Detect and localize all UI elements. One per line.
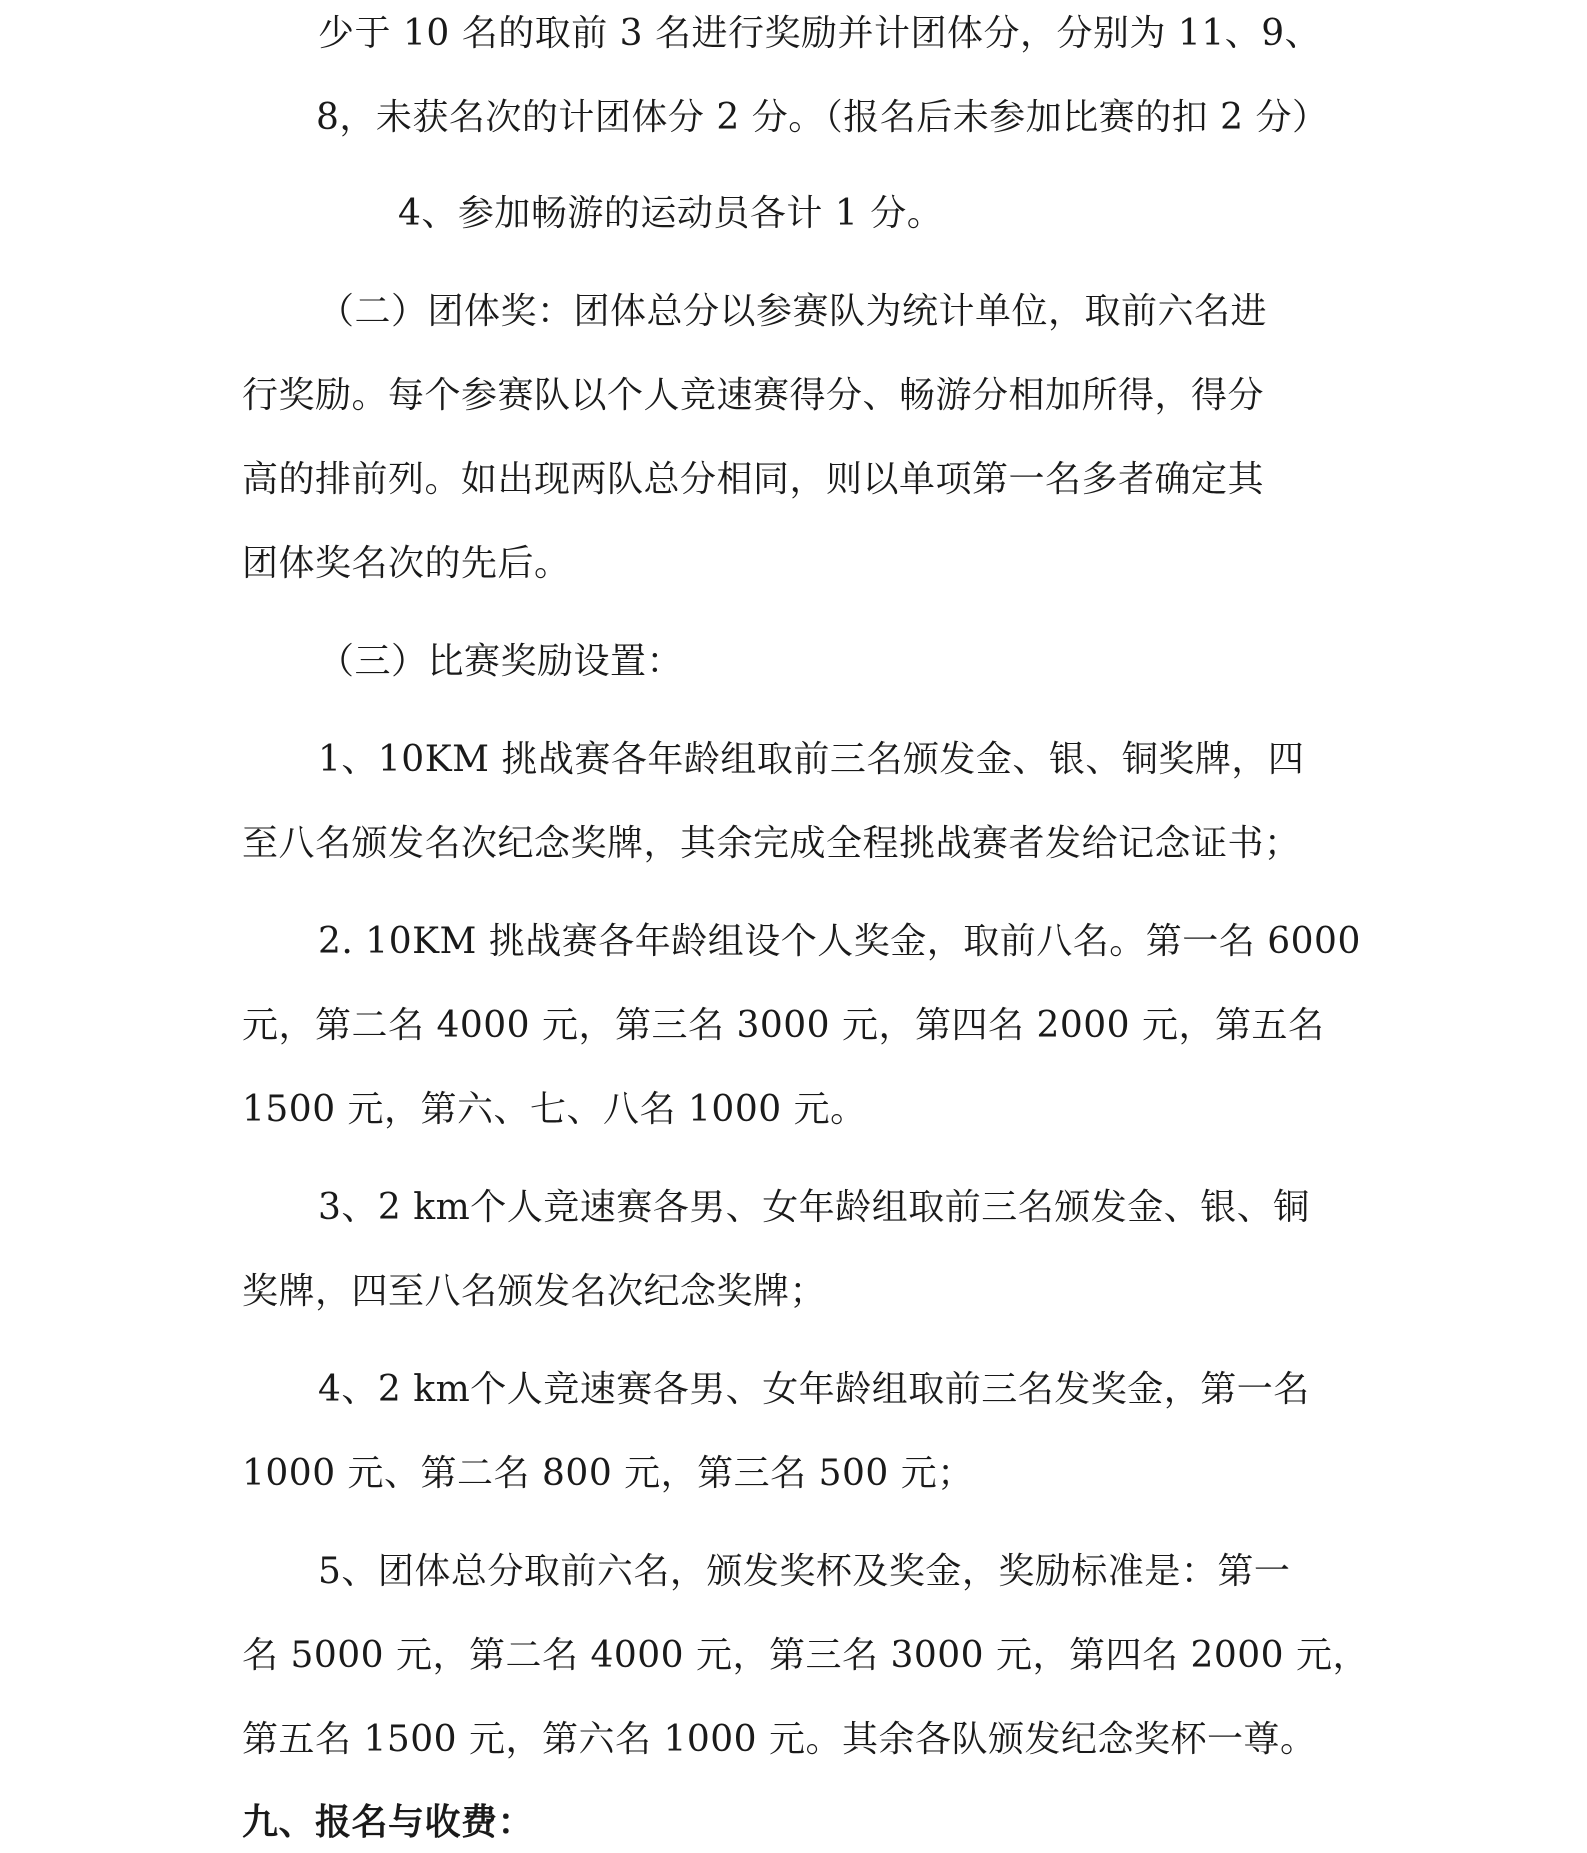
paragraph-line: 少于 10 名的取前 3 名进行奖励并计团体分，分别为 11、9、 bbox=[318, 13, 1322, 54]
paragraph-line: 2. 10KM 挑战赛各年龄组设个人奖金，取前八名。第一名 6000 bbox=[318, 921, 1361, 962]
paragraph-line: 元，第二名 4000 元，第三名 3000 元，第四名 2000 元，第五名 bbox=[242, 1005, 1325, 1046]
paragraph-line: 行奖励。每个参赛队以个人竞速赛得分、畅游分相加所得，得分 bbox=[242, 375, 1265, 416]
paragraph-line: （二）团体奖：团体总分以参赛队为统计单位，取前六名进 bbox=[318, 291, 1268, 332]
paragraph-line: 第五名 1500 元，第六名 1000 元。其余各队颁发纪念奖杯一尊。 bbox=[242, 1719, 1317, 1760]
paragraph-line: 奖牌，四至八名颁发名次纪念奖牌； bbox=[242, 1271, 827, 1312]
paragraph-line: 3、2 km个人竞速赛各男、女年龄组取前三名颁发金、银、铜 bbox=[318, 1187, 1310, 1228]
paragraph-line: 高的排前列。如出现两队总分相同，则以单项第一名多者确定其 bbox=[242, 459, 1265, 500]
paragraph-line: 4、参加畅游的运动员各计 1 分。 bbox=[398, 193, 944, 234]
paragraph-line: （三）比赛奖励设置： bbox=[318, 641, 684, 682]
paragraph-line: 至八名颁发名次纪念奖牌，其余完成全程挑战赛者发给记念证书； bbox=[242, 823, 1301, 864]
paragraph-line: 5、团体总分取前六名，颁发奖杯及奖金，奖励标准是：第一 bbox=[318, 1551, 1291, 1592]
paragraph-line: 4、2 km个人竞速赛各男、女年龄组取前三名发奖金，第一名 bbox=[318, 1369, 1310, 1410]
paragraph-line: 1、10KM 挑战赛各年龄组取前三名颁发金、银、铜奖牌，四 bbox=[318, 739, 1305, 780]
paragraph-line: 1000 元、第二名 800 元，第三名 500 元； bbox=[242, 1453, 974, 1494]
paragraph-line: 8，未获名次的计团体分 2 分。（报名后未参加比赛的扣 2 分） bbox=[316, 97, 1329, 138]
paragraph-line: 团体奖名次的先后。 bbox=[242, 543, 571, 584]
paragraph-line: 1500 元，第六、七、八名 1000 元。 bbox=[242, 1089, 867, 1130]
section-heading: 九、报名与收费： bbox=[242, 1801, 535, 1843]
paragraph-line: 名 5000 元，第二名 4000 元，第三名 3000 元，第四名 2000 元， bbox=[242, 1635, 1370, 1676]
